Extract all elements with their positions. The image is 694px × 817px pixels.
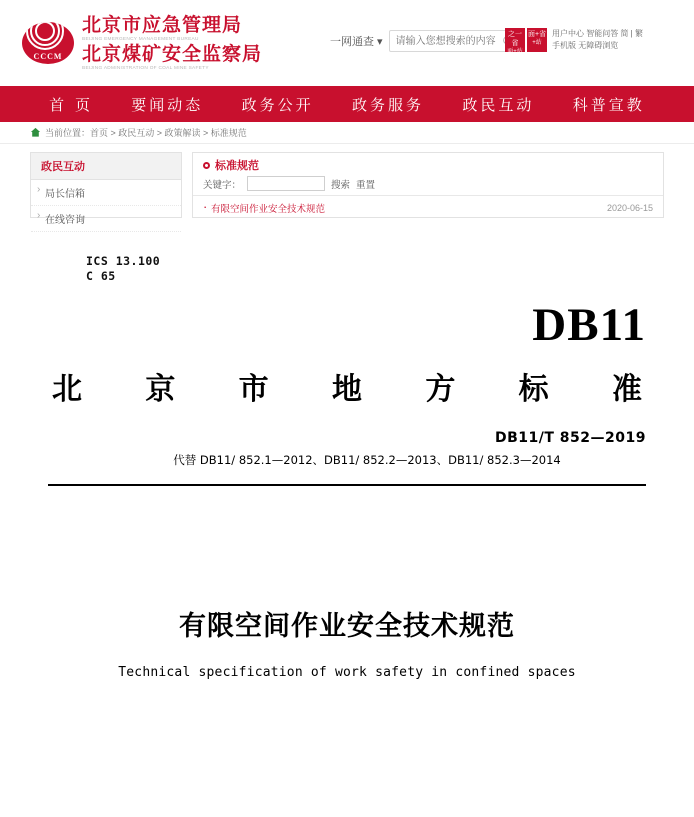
standard-word-5: 方 — [425, 372, 456, 407]
site-logo[interactable] — [22, 14, 262, 72]
nav-item-public-interaction[interactable]: 政民互动 — [462, 95, 535, 114]
content-area — [0, 144, 694, 226]
standard-number: DB11/T 852—2019 — [495, 430, 646, 446]
breadcrumb-text: 当前位置：首页 > 政民互动 > 政策解读 > 标准规范 — [45, 128, 247, 138]
ics-line-2: C 65 — [86, 269, 116, 283]
qr-right-top: 面+省 — [527, 31, 547, 38]
divider — [48, 484, 646, 486]
search-input[interactable] — [394, 35, 502, 48]
qr-right-bottom: +站 — [532, 40, 542, 46]
logo-sub-2: BEIJING ADMINISTRATION OF COAL MINE SAFETY — [82, 65, 209, 71]
panel-header — [193, 153, 663, 175]
sidebar-item-online-consult[interactable]: › 在线咨询 — [31, 206, 181, 232]
keyword-label: 关键字： — [203, 179, 242, 191]
nav-item-home[interactable]: 首 页 — [49, 95, 93, 114]
search-scope-selector[interactable]: 一网通查 ▾ — [330, 36, 383, 48]
keyword-input[interactable] — [247, 176, 325, 191]
qr-left-top: 之一省 — [508, 31, 522, 47]
header-links-row-2[interactable]: 手机版 无障碍浏览 — [552, 41, 619, 50]
nav-item-news[interactable]: 要闻动态 — [131, 95, 204, 114]
home-icon[interactable] — [30, 127, 41, 138]
ics-line-1: ICS 13.100 — [86, 254, 161, 268]
list-item[interactable] — [193, 196, 663, 215]
result-title[interactable]: · 有限空间作业安全技术规范 — [203, 201, 325, 215]
replaced-standards: 代替 DB11/ 852.1—2012、DB11/ 852.2—2013、DB11/ 852.3—2014 — [173, 453, 561, 467]
breadcrumb — [0, 122, 694, 144]
header-links — [552, 28, 643, 52]
qr-codes[interactable] — [505, 28, 547, 55]
nav-item-science-education[interactable]: 科普宣教 — [572, 95, 645, 114]
site-header — [0, 0, 694, 86]
standard-word-4: 地 — [331, 372, 362, 407]
emblem-wordmark: CCCM — [33, 52, 63, 61]
logo-text — [82, 14, 262, 72]
standards-panel — [192, 152, 664, 218]
sidebar-item-mailbox[interactable]: › 局长信箱 — [31, 180, 181, 206]
qr-code-right[interactable] — [527, 28, 547, 52]
ics-code — [48, 254, 646, 284]
document-title-en: Technical specification of work safety in confined spaces — [118, 665, 576, 680]
reset-button[interactable]: 重置 — [356, 179, 376, 191]
nav-item-government-services[interactable]: 政务服务 — [352, 95, 425, 114]
logo-sub-1: BEIJING EMERGENCY MANAGEMENT BUREAU — [82, 36, 199, 42]
main-navigation — [0, 86, 694, 122]
search-box[interactable] — [389, 30, 521, 52]
qr-code-left[interactable] — [505, 28, 525, 55]
header-utilities — [505, 28, 643, 55]
document-preview — [0, 218, 694, 680]
standard-word-1: 北 — [52, 372, 82, 407]
standard-word-3: 市 — [238, 372, 269, 407]
logo-line-1: 北京市应急管理局 — [82, 14, 243, 36]
agency-emblem-icon — [22, 22, 74, 64]
standard-mark: DB11 — [532, 299, 646, 351]
standard-word-7: 准 — [611, 372, 642, 407]
header-links-row-1[interactable]: 用户中心 智能问答 简 | 繁 — [552, 29, 643, 38]
standard-word-2: 京 — [145, 372, 176, 407]
panel-filter-row — [193, 175, 663, 196]
standard-title-row — [48, 364, 646, 408]
logo-line-2: 北京煤矿安全监察局 — [82, 43, 263, 65]
sidebar — [30, 152, 182, 226]
search-button[interactable]: 搜索 — [331, 179, 351, 191]
circle-bullet-icon — [203, 162, 210, 169]
header-search — [330, 30, 521, 52]
result-date: 2020-06-15 — [606, 203, 653, 213]
panel-title: 标准规范 — [215, 160, 259, 172]
sidebar-title: 政民互动 — [31, 153, 181, 180]
standard-word-6: 标 — [518, 372, 549, 407]
qr-left-bottom: 面+站 — [507, 49, 523, 55]
document-title-cn: 有限空间作业安全技术规范 — [179, 611, 515, 642]
nav-item-government-disclosure[interactable]: 政务公开 — [241, 95, 314, 114]
